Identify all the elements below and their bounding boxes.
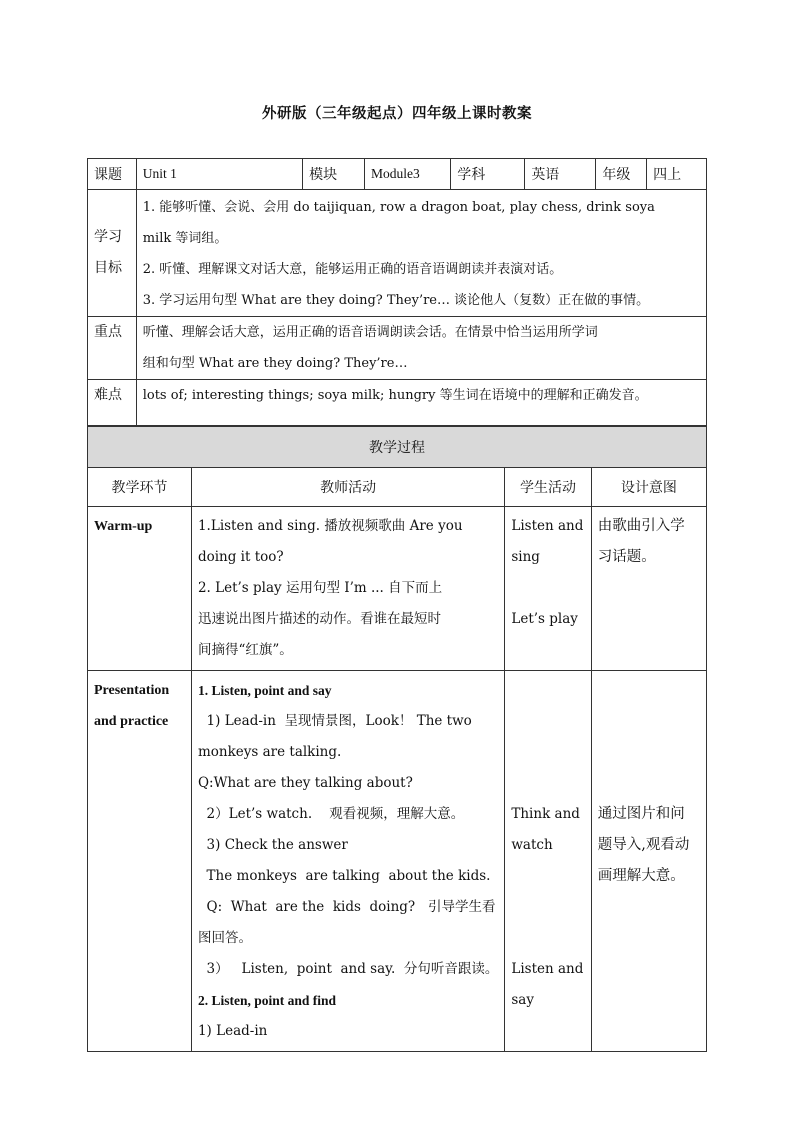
- intent-line: 通过图片和问: [597, 806, 685, 822]
- grade-value: 四上: [647, 159, 707, 190]
- header-student: 学生活动: [505, 468, 591, 507]
- presentation-stage: [88, 671, 192, 1052]
- goal-line: 2. 听懂、理解课文对话大意，能够运用正确的语音语调朗读并表演对话。: [142, 262, 563, 277]
- teacher-line: 3) Check the answer: [197, 837, 348, 853]
- intent-line: [598, 737, 700, 768]
- student-line: [511, 675, 584, 706]
- presentation-teacher-activity: [191, 671, 504, 1052]
- teacher-line: The monkeys are talking about the kids.: [197, 868, 491, 884]
- teacher-line: monkeys are talking.: [197, 744, 342, 760]
- key-points-content: [136, 317, 706, 380]
- difficulties-content: [136, 380, 706, 426]
- teacher-line: 1) Lead-in: [197, 1023, 268, 1039]
- teacher-line: Q:What are they talking about?: [197, 775, 413, 791]
- goals-label: [88, 190, 137, 317]
- key-point-line: 组和句型 What are they doing? They’re…: [142, 356, 408, 371]
- lesson-info-table: [87, 158, 707, 426]
- intent-line: 题导入,观看动: [597, 837, 690, 853]
- teacher-line: 1) Lead-in 呈现情景图，Look！ The two: [197, 713, 472, 729]
- warmup-teacher-activity: [191, 507, 504, 671]
- discipline-label: 学科: [451, 159, 525, 190]
- teacher-line: 2. Listen, point and find: [197, 993, 337, 1008]
- teacher-line: 3） Listen, point and say. 分句听音跟读。: [197, 961, 499, 977]
- header-intent: 设计意图: [591, 468, 706, 507]
- teacher-line: 2）Let’s watch. 观看视频，理解大意。: [197, 806, 465, 822]
- header-teacher: 教师活动: [191, 468, 504, 507]
- teacher-line: doing it too?: [197, 549, 284, 565]
- grade-label: 年级: [596, 159, 647, 190]
- presentation-design-intent: [591, 671, 706, 1052]
- goals-label-line1: 学习: [94, 229, 122, 245]
- presentation-student-activity: [505, 671, 591, 1052]
- stage-name: Warm-up: [94, 519, 153, 534]
- goal-line: 1. 能够听懂、会说、会用 do taijiquan, row a dragon boat, play chess, drink soya: [142, 200, 655, 215]
- intent-line: [598, 768, 700, 799]
- student-line: [511, 861, 584, 892]
- stage-name: Presentation: [94, 683, 170, 698]
- warmup-stage: [88, 507, 192, 671]
- difficulties-text: lots of; interesting things; soya milk; hungry 等生词在语境中的理解和正确发音。: [142, 388, 648, 403]
- student-line: Let’s play: [511, 611, 578, 627]
- intent-line: 由歌曲引入学: [597, 518, 685, 534]
- intent-line: [598, 706, 700, 737]
- intent-line: [598, 675, 700, 706]
- student-line: [511, 923, 584, 954]
- key-points-label-text: 重点: [94, 324, 122, 340]
- teacher-line: 间摘得“红旗”。: [197, 642, 293, 658]
- key-point-line: 听懂、理解会话大意，运用正确的语音语调朗读会话。在情景中恰当运用所学词: [142, 325, 598, 340]
- teacher-line: 1.Listen and sing. 播放视频歌曲 Are you: [197, 518, 463, 534]
- goals-content: [136, 190, 706, 317]
- student-line: watch: [511, 837, 553, 853]
- warmup-design-intent: [591, 507, 706, 671]
- teacher-line: 迅速说出图片描述的动作。看谁在最短时: [197, 611, 441, 627]
- difficulties-label: [88, 380, 137, 426]
- goal-line: milk 等词组。: [142, 231, 228, 246]
- goal-line: 3. 学习运用句型 What are they doing? They’re… 谈论他人（复数）正在做的事情。: [142, 293, 650, 308]
- student-line: [511, 892, 584, 923]
- intent-line: 画理解大意。: [597, 868, 685, 884]
- header-stage: 教学环节: [88, 468, 192, 507]
- teaching-process-table: [87, 426, 707, 1052]
- intent-line: 习话题。: [597, 549, 656, 565]
- warmup-student-activity: [505, 507, 591, 671]
- module-value: Module3: [365, 159, 451, 190]
- student-line: Think and: [511, 806, 580, 822]
- teacher-line: 1. Listen, point and say: [197, 683, 332, 698]
- student-line: sing: [511, 549, 540, 565]
- teacher-line: 2. Let’s play 运用句型 I’m ... 自下而上: [197, 580, 443, 596]
- student-line: Listen and: [511, 961, 584, 977]
- module-label: 模块: [303, 159, 365, 190]
- page-title: 外研版（三年级起点）四年级上课时教案: [262, 105, 532, 122]
- student-line: [511, 737, 584, 768]
- difficulties-label-text: 难点: [94, 387, 122, 403]
- teacher-line: Q: What are the kids doing? 引导学生看: [197, 899, 496, 915]
- subject-value: Unit 1: [136, 159, 302, 190]
- student-line: Listen and: [511, 518, 584, 534]
- goals-label-line2: 目标: [94, 260, 122, 276]
- process-title: 教学过程: [88, 427, 707, 468]
- student-line: say: [511, 992, 534, 1008]
- teacher-line: 图回答。: [197, 930, 252, 946]
- student-line: [511, 573, 584, 604]
- discipline-value: 英语: [525, 159, 596, 190]
- subject-label: 课题: [88, 159, 137, 190]
- student-line: [511, 768, 584, 799]
- stage-name: and practice: [94, 714, 169, 729]
- key-points-label: [88, 317, 137, 380]
- student-line: [511, 706, 584, 737]
